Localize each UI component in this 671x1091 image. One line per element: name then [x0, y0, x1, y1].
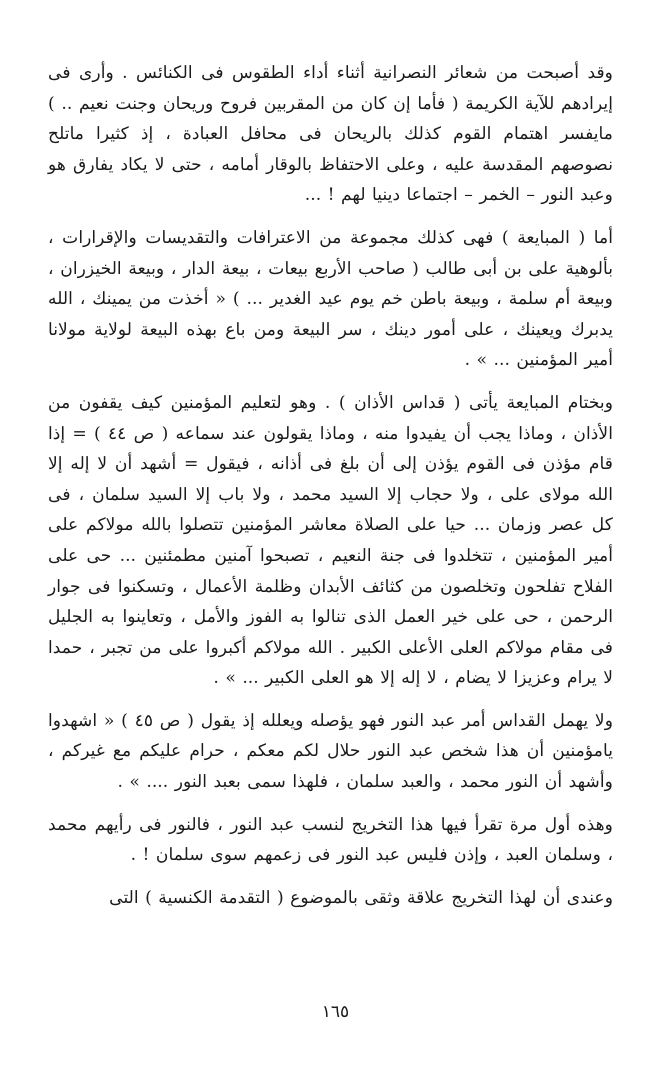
page-number: ١٦٥: [321, 1002, 350, 1022]
paragraph-adhan-mass: وبختام المبايعة يأتى ( قداس الأذان ) . وهو لتعليم المؤمنين كيف يقفون من الأذان ، وماذا يجب أن يفيدوا منه ، وماذا يقولون عند سماعه ( ص ٤٤ ) = إذا قام مؤذن فى القوم يؤذن إلى أن بلغ فى أذانه ، فيقول = أشهد أن لا إله إلا الله مولاى على ، ولا حجاب إلا السيد محمد ، ولا باب إلا السيد سلمان ، فى كل عصر وزمان ... حيا على الصلاة معاشر المؤمنين تتصلوا بالله مولاكم على أمير المؤمنين ، تتخلدوا فى جنة النعيم ، تصبحوا آمنين مطمئنين ... حى على الفلاح تفلحون وتخلصون من كثائف الأبدان وظلمة الأعمال ، وتسكنوا فى جوار الرحمن ، حى على خير العمل الذى تنالوا به الفوز والأمل ، وتعاينوا به الجليل فى مقام مولاكم العلى الأعلى الكبير . الله مولاكم أكبروا على من تجبر ، حمدا لا يرام وعزيزا لا يضام ، لا إله إلا هو العلى الكبير ... » .: [48, 392, 613, 689]
paragraph-basil-rituals: وقد أصبحت من شعائر النصرانية أثناء أداء الطقوس فى الكنائس . وأرى فى إيرادهم للآية الكريمة ( فأما إن كان من المقربين فروح وريحان وجنت نعيم .. ) مايفسر اهتمام القوم كذلك بالريحان فى محافل العبادة ، إذ كثيرا ماتلح نصوصهم المقدسة عليه ، وعلى الاحتفاظ بالوقار أمامه ، حتى لا يكاد يفارق هو وعبد النور – الخمر – اجتماعا دينيا لهم ! ...: [48, 63, 613, 206]
paragraph-abd-al-nur: ولا يهمل القداس أمر عبد النور فهو يؤصله ويعلله إذ يقول ( ص ٤٥ ) « اشهدوا يامؤمنين أن هذا شخص عبد النور حلال لكم معكم ، حرام عليكم مع غيركم ، وأشهد أن النور محمد ، والعبد سلمان ، فلهذا سمى بعبد النور .... » .: [48, 710, 613, 793]
paragraph-mubayaa: أما ( المبايعة ) فهى كذلك مجموعة من الاعترافات والتقديسات والإقرارات ، بألوهية على بن أبى طالب ( صاحب الأربع بيعات ، بيعة الدار ، وبيعة الخيزران ، وبيعة أم سلمة ، وبيعة باطن خم يوم عيد الغدير ... ) « أخذت من يمينك ، الله يدبرك ويعينك ، على أمور دينك ، سر البيعة ومن باع بهذه البيعة لولاية مولانا أمير المؤمنين ... » .: [48, 227, 613, 371]
paragraph-lineage-explanation: وهذه أول مرة تقرأ فيها هذا التخريج لنسب عبد النور ، فالنور فى رأيهم محمد ، وسلمان العبد ، وإذن فليس عبد النور فى زعمهم سوى سلمان ! .: [48, 814, 613, 866]
paragraph-church-offering: وعندى أن لهذا التخريج علاقة وثقى بالموضوع ( التقدمة الكنسية ) التى: [109, 887, 613, 908]
